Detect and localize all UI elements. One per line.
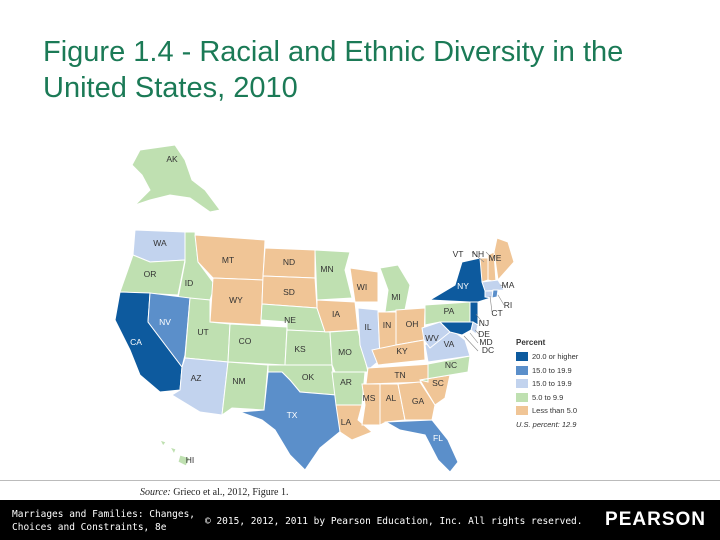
label-fl: FL [433,433,443,443]
state-vt [480,258,488,282]
label-wi: WI [356,282,368,292]
label-ar: AR [340,377,352,387]
label-mt: MT [221,255,235,265]
book-title: Marriages and Families: Changes, Choices and Constraints, 8e [12,509,196,533]
label-ma: MA [501,280,515,290]
label-vt: VT [452,249,464,259]
legend-item [516,377,636,391]
label-nc: NC [444,360,458,370]
state-fl [386,420,458,472]
state-wy [210,278,263,325]
state-ar [332,372,365,405]
label-sc: SC [432,378,444,388]
state-mn [315,250,352,300]
legend-item [516,391,636,405]
state-wa [133,230,185,262]
label-mo: MO [338,347,352,357]
label-me: ME [488,253,502,263]
label-mn: MN [320,264,334,274]
legend-label: 20.0 or higher [532,352,579,362]
label-ky: KY [396,346,408,356]
legend-swatch [516,366,528,375]
label-ga: GA [411,396,425,406]
label-ri: RI [503,300,513,310]
label-wy: WY [229,295,243,305]
legend-label: Less than 5.0 [532,406,578,416]
state-hi [160,440,194,466]
label-wa: WA [153,238,167,248]
legend-items [516,350,636,418]
legend-swatch [516,379,528,388]
label-wv: WV [425,333,439,343]
label-ct: CT [491,308,503,318]
label-nm: NM [232,376,246,386]
state-oh [396,308,425,345]
label-nj: NJ [478,318,490,328]
legend-item [516,404,636,418]
legend-swatch [516,406,528,415]
state-ri [492,290,498,298]
label-mi: MI [391,292,401,302]
slide-title: Figure 1.4 - Racial and Ethnic Diversity in the United States, 2010 [43,36,624,104]
label-al: AL [385,393,397,403]
copyright-notice: © 2015, 2012, 2011 by Pearson Education, Inc. All rights reserved. [205,516,583,527]
label-in: IN [382,320,392,330]
label-sd: SD [283,287,295,297]
slide-footer [0,500,720,540]
label-ne: NE [284,315,296,325]
label-hi: HI [185,455,195,465]
state-ia [317,300,358,332]
label-ms: MS [362,393,376,403]
label-ak: AK [166,154,178,164]
source-note [140,487,288,498]
legend-item [516,350,636,364]
state-wi [350,268,378,302]
label-oh: OH [405,319,419,329]
legend-swatch [516,393,528,402]
state-ak [132,145,220,212]
state-sd [262,276,317,308]
label-id: ID [184,278,194,288]
label-ia: IA [331,309,341,319]
state-ms [362,384,380,425]
legend-item [516,364,636,378]
map-legend [516,338,636,429]
us-percent-note: U.S. percent: 12.9 [516,419,577,429]
label-co: CO [238,336,252,346]
legend-label: 15.0 to 19.9 [532,379,572,389]
label-il: IL [364,322,372,332]
legend-label: 5.0 to 9.9 [532,392,564,402]
label-ok: OK [301,372,315,382]
label-va: VA [443,339,455,349]
legend-title: Percent [516,338,546,347]
source-label: Source: [140,487,171,498]
label-az: AZ [190,373,202,383]
source-text: Grieco et al., 2012, Figure 1. [173,487,289,498]
label-nd: ND [282,257,296,267]
state-nd [263,248,315,278]
state-nm [222,362,268,415]
label-tn: TN [394,370,406,380]
legend-label: 15.0 to 19.9 [532,365,572,375]
label-pa: PA [443,306,455,316]
label-md: MD [479,337,493,347]
publisher-logo: PEARSON [605,509,706,530]
state-co [228,324,287,365]
label-or: OR [143,269,157,279]
label-dc: DC [481,345,495,355]
label-nv: NV [159,317,171,327]
label-ks: KS [294,344,306,354]
label-la: LA [340,417,352,427]
label-nh: NH [471,249,485,259]
label-ut: UT [197,327,209,337]
label-tx: TX [286,410,298,420]
label-ny: NY [457,281,469,291]
label-ca: CA [130,337,142,347]
legend-swatch [516,352,528,361]
label-de: DE [478,329,490,339]
source-divider [0,480,720,481]
state-ks [285,330,332,365]
state-mi [380,265,410,312]
